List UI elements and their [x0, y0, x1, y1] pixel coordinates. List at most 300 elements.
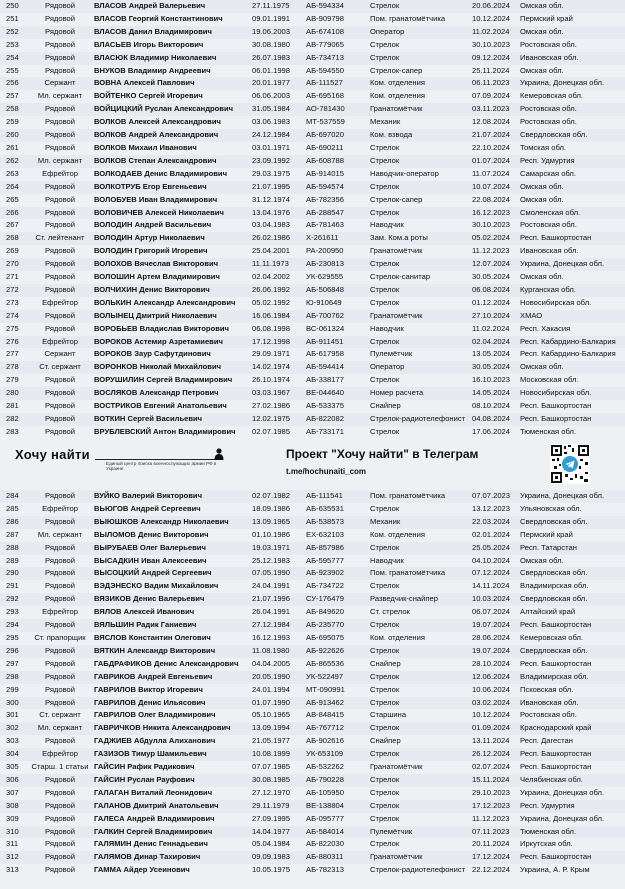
birth-date-cell: 10.05.1975	[252, 865, 291, 875]
rank-cell: Рядовой	[45, 594, 75, 604]
table-row	[0, 774, 625, 787]
full-name-cell: ВОЛКОВ Михаил Иванович	[94, 142, 197, 152]
birth-date-cell: 02.07.1982	[252, 491, 291, 500]
position-cell: Стрелок	[370, 336, 400, 346]
record-number: 254	[6, 52, 19, 62]
rank-cell: Рядовой	[45, 491, 75, 500]
birth-date-cell: 29.03.1975	[252, 168, 291, 178]
record-number: 289	[6, 555, 19, 565]
full-name-cell: ГАВРИЛОВ Денис Ильясович	[94, 697, 206, 707]
birth-date-cell: 12.02.1975	[252, 414, 291, 423]
table-row	[0, 387, 625, 400]
rank-cell: Ефрейтор	[42, 607, 78, 617]
birth-date-cell: 14.02.1974	[252, 362, 291, 372]
region-cell: Челябинская обл.	[520, 774, 583, 784]
position-cell: Стрелок	[370, 426, 400, 436]
birth-date-cell: 03.03.1967	[252, 388, 291, 398]
region-cell: Украина, Донецкая обл.	[520, 491, 605, 500]
record-number: 292	[6, 594, 19, 604]
token-number-cell: АБ-338177	[306, 375, 344, 385]
birth-date-cell: 06.08.1998	[252, 323, 291, 333]
full-name-cell: ВОЛКОВ Алексей Александрович	[94, 117, 221, 127]
death-date-cell: 30.05.2024	[472, 362, 511, 372]
position-cell: Ком. отделения	[370, 529, 425, 539]
death-date-cell: 22.08.2024	[472, 194, 511, 204]
record-number: 288	[6, 542, 19, 552]
death-date-cell: 22.12.2024	[472, 865, 511, 875]
region-cell: Украина, А. Р. Крым	[520, 865, 590, 875]
rank-cell: Ст. лейтенант	[35, 233, 85, 243]
region-cell: Ростовская обл.	[520, 710, 577, 720]
region-cell: Украина, Донецкая обл.	[520, 78, 605, 88]
token-number-cell: РА-200950	[306, 246, 344, 256]
region-cell: Псковская обл.	[520, 684, 574, 694]
rank-cell: Рядовой	[45, 323, 75, 333]
full-name-cell: ВЯСЛОВ Константин Олегович	[94, 632, 211, 642]
position-cell: Стрелок	[370, 697, 400, 707]
region-cell: Владимирская обл.	[520, 581, 589, 591]
table-row	[0, 813, 625, 826]
full-name-cell: ВОЙТЕНКО Сергей Игоревич	[94, 91, 203, 101]
rank-cell: Рядовой	[45, 194, 75, 204]
rank-cell: Мл. сержант	[37, 155, 83, 165]
full-name-cell: ГАЙСИН Руслан Рауфович	[94, 774, 195, 784]
record-number: 297	[6, 658, 19, 668]
table-row	[0, 658, 625, 671]
position-cell: Снайпер	[370, 401, 401, 411]
table-row	[0, 65, 625, 78]
position-cell: Гранатомётчик	[370, 104, 423, 114]
record-number: 294	[6, 620, 19, 630]
region-cell: Ивановская обл.	[520, 697, 579, 707]
death-date-cell: 13.12.2023	[472, 503, 511, 513]
rank-cell: Рядовой	[45, 555, 75, 565]
table-row	[0, 168, 625, 181]
birth-date-cell: 06.01.1998	[252, 65, 291, 75]
record-number: 275	[6, 323, 19, 333]
token-number-cell: АБ-857986	[306, 542, 344, 552]
rank-cell: Рядовой	[45, 568, 75, 578]
record-number: 308	[6, 800, 19, 810]
record-number: 260	[6, 130, 19, 140]
region-cell: Ростовская обл.	[520, 220, 577, 230]
token-number-cell: АБ-595777	[306, 555, 344, 565]
record-number: 306	[6, 774, 19, 784]
birth-date-cell: 05.04.1984	[252, 839, 291, 849]
full-name-cell: ГАБДРАФИКОВ Денис Александрович	[94, 658, 239, 668]
telegram-link[interactable]: t.me/hochunaiti_com	[286, 467, 367, 476]
rank-cell: Рядовой	[45, 1, 75, 10]
death-date-cell: 29.10.2023	[472, 787, 511, 797]
token-number-cell: АБ-695168	[306, 91, 344, 101]
full-name-cell: ВОРУШИЛИН Сергей Владимирович	[94, 375, 233, 385]
full-name-cell: ГАДЖИЕВ Абдулла Алиханович	[94, 736, 216, 746]
position-cell: Ком. отделения	[370, 632, 425, 642]
birth-date-cell: 31.12.1974	[252, 194, 291, 204]
region-cell: Алтайский край	[520, 607, 576, 617]
record-number: 280	[6, 388, 19, 398]
table-row	[0, 39, 625, 52]
death-date-cell: 20.11.2024	[472, 839, 510, 849]
position-cell: Оператор	[370, 362, 405, 372]
birth-date-cell: 17.12.1998	[252, 336, 291, 346]
token-number-cell: АБ-111527	[306, 78, 343, 88]
records-table-bottom	[0, 490, 625, 877]
position-cell: Стрелок	[370, 684, 400, 694]
rank-cell: Рядовой	[45, 388, 75, 398]
record-number: 276	[6, 336, 19, 346]
token-number-cell: АБ-095777	[306, 813, 344, 823]
full-name-cell: ВЛАСОВ Данил Владимирович	[94, 26, 212, 36]
table-row	[0, 632, 625, 645]
region-cell: Респ. Башкортостан	[520, 620, 592, 630]
rank-cell: Рядовой	[45, 39, 75, 49]
death-date-cell: 06.08.2024	[472, 284, 511, 294]
region-cell: Омская обл.	[520, 194, 564, 204]
death-date-cell: 12.08.2024	[472, 117, 511, 127]
birth-date-cell: 06.06.2003	[252, 91, 291, 101]
rank-cell: Ст. прапорщик	[34, 632, 86, 642]
region-cell: Кемеровская обл.	[520, 632, 583, 642]
death-date-cell: 28.06.2024	[472, 632, 511, 642]
rank-cell: Рядовой	[45, 130, 75, 140]
record-number: 252	[6, 26, 19, 36]
region-cell: Омская обл.	[520, 272, 564, 282]
full-name-cell: ГАЛЕСА Андрей Владимирович	[94, 813, 215, 823]
record-number: 291	[6, 581, 19, 591]
record-number: 290	[6, 568, 19, 578]
region-cell: Омская обл.	[520, 181, 564, 191]
record-number: 268	[6, 233, 19, 243]
region-cell: Респ. Татарстан	[520, 542, 577, 552]
position-cell: Пом. гранатомётчика	[370, 13, 446, 23]
full-name-cell: ГАЛАГАН Виталий Леонидович	[94, 787, 213, 797]
position-cell: Стрелок-санитар	[370, 272, 431, 282]
death-date-cell: 30.10.2023	[472, 220, 511, 230]
table-row	[0, 722, 625, 735]
record-number: 311	[6, 839, 19, 849]
rank-cell: Сержант	[44, 349, 76, 359]
rank-cell: Рядовой	[45, 284, 75, 294]
region-cell: Свердловская обл.	[520, 516, 588, 526]
birth-date-cell: 27.09.1995	[252, 813, 291, 823]
record-number: 265	[6, 194, 19, 204]
rank-cell: Ефрейтор	[42, 297, 78, 307]
full-name-cell: ГАЙСИН Рафик Радикович	[94, 762, 195, 772]
death-date-cell: 21.07.2024	[472, 130, 511, 140]
position-cell: Пом. гранатомётчика	[370, 568, 446, 578]
token-number-cell: АБ-695075	[306, 632, 344, 642]
birth-date-cell: 05.02.1992	[252, 297, 291, 307]
position-cell: Стрелок-радиотелефонист	[370, 414, 466, 423]
full-name-cell: ВОЛКОДАЕВ Денис Владимирович	[94, 168, 227, 178]
region-cell: Новосибирская обл.	[520, 297, 592, 307]
record-number: 253	[6, 39, 19, 49]
region-cell: ХМАО	[520, 310, 543, 320]
birth-date-cell: 04.04.2005	[252, 658, 291, 668]
birth-date-cell: 05.10.1965	[252, 710, 291, 720]
full-name-cell: ВОЛЧИХИН Денис Викторович	[94, 284, 210, 294]
rank-cell: Рядовой	[45, 787, 75, 797]
record-number: 279	[6, 375, 19, 385]
table-row	[0, 0, 625, 13]
death-date-cell: 19.07.2024	[472, 645, 511, 655]
token-number-cell: АВ-909798	[306, 13, 344, 23]
full-name-cell: ВОЛОДИН Андрей Васильевич	[94, 220, 212, 230]
position-cell: Пулемётчик	[370, 826, 413, 836]
table-row	[0, 826, 625, 839]
birth-date-cell: 21.07.1996	[252, 594, 291, 604]
token-number-cell: АВ-779065	[306, 39, 344, 49]
full-name-cell: ВЛАСОВ Георгий Константинович	[94, 13, 223, 23]
position-cell: Стрелок	[370, 207, 400, 217]
birth-date-cell: 10.08.1999	[252, 749, 291, 759]
birth-date-cell: 20.05.1990	[252, 671, 291, 681]
birth-date-cell: 14.04.1977	[252, 826, 291, 836]
region-cell: Украина, Донецкая обл.	[520, 787, 605, 797]
birth-date-cell: 01.10.1986	[252, 529, 291, 539]
table-row	[0, 787, 625, 800]
full-name-cell: ВЫЛОМОВ Денис Викторович	[94, 529, 209, 539]
rank-cell: Рядовой	[45, 516, 75, 526]
rank-cell: Рядовой	[45, 865, 75, 875]
full-name-cell: ВЛАСОВ Андрей Валерьевич	[94, 1, 206, 10]
table-row	[0, 684, 625, 697]
full-name-cell: ВОРОКОВ Астемир Азретамиевич	[94, 336, 223, 346]
death-date-cell: 03.11.2023	[472, 104, 510, 114]
position-cell: Стрелок	[370, 581, 400, 591]
table-row	[0, 194, 625, 207]
record-number: 273	[6, 297, 19, 307]
region-cell: Респ. Башкортостан	[520, 401, 592, 411]
region-cell: Пермский край	[520, 529, 573, 539]
record-number: 312	[6, 852, 19, 862]
rank-cell: Рядовой	[45, 671, 75, 681]
table-row	[0, 413, 625, 426]
token-number-cell: АБ-532262	[306, 762, 344, 772]
record-number: 300	[6, 697, 19, 707]
full-name-cell: ГАВРИКОВ Андрей Евгеньевич	[94, 671, 213, 681]
position-cell: Снайпер	[370, 658, 401, 668]
full-name-cell: ВОЙЦИЦКИЙ Руслан Александрович	[94, 104, 234, 114]
death-date-cell: 10.12.2024	[472, 13, 511, 23]
record-number: 307	[6, 787, 19, 797]
death-date-cell: 07.11.2023	[472, 826, 510, 836]
full-name-cell: ВОЛОБУЕВ Иван Владимирович	[94, 194, 218, 204]
table-row	[0, 258, 625, 271]
region-cell: Омская обл.	[520, 362, 564, 372]
full-name-cell: ГАЛАНОВ Дмитрий Анатольевич	[94, 800, 219, 810]
birth-date-cell: 07.05.1990	[252, 568, 291, 578]
position-cell: Стрелок	[370, 813, 400, 823]
birth-date-cell: 26.06.1992	[252, 284, 291, 294]
table-row	[0, 103, 625, 116]
record-number: 269	[6, 246, 19, 256]
table-row	[0, 529, 625, 542]
birth-date-cell: 03.01.1971	[252, 142, 291, 152]
full-name-cell: ВУЙКО Валерий Викторович	[94, 491, 202, 500]
token-number-cell: АО-781430	[306, 104, 345, 114]
death-date-cell: 10.03.2024	[472, 594, 511, 604]
death-date-cell: 15.11.2024	[472, 774, 510, 784]
table-row	[0, 593, 625, 606]
region-cell: Тюменская обл.	[520, 426, 577, 436]
record-number: 293	[6, 607, 19, 617]
token-number-cell: УК-522497	[306, 671, 344, 681]
record-number: 301	[6, 710, 19, 720]
token-number-cell: АБ-584014	[306, 826, 344, 836]
region-cell: Краснодарский край	[520, 723, 592, 733]
token-number-cell: АБ-767712	[306, 723, 344, 733]
death-date-cell: 06.11.2023	[472, 78, 510, 88]
full-name-cell: ВЛАСЬЕВ Игорь Викторович	[94, 39, 204, 49]
table-row	[0, 77, 625, 90]
position-cell: Ком. отделения	[370, 78, 425, 88]
birth-date-cell: 26.04.1991	[252, 607, 291, 617]
position-cell: Стрелок	[370, 142, 400, 152]
rank-cell: Мл. сержант	[37, 529, 83, 539]
birth-date-cell: 01.07.1990	[252, 697, 291, 707]
table-row	[0, 400, 625, 413]
death-date-cell: 02.01.2024	[472, 529, 511, 539]
brand-title: Хочу найти	[15, 447, 90, 462]
region-cell: Ростовская обл.	[520, 104, 577, 114]
position-cell: Разведчик-снайпер	[370, 594, 438, 604]
full-name-cell: ВОСТРИКОВ Евгений Анатольевич	[94, 401, 227, 411]
region-cell: Ростовская обл.	[520, 117, 577, 127]
rank-cell: Рядовой	[45, 736, 75, 746]
region-cell: Респ. Удмуртия	[520, 800, 575, 810]
position-cell: Стрелок	[370, 620, 400, 630]
position-cell: Стрелок	[370, 787, 400, 797]
death-date-cell: 17.12.2024	[472, 852, 511, 862]
birth-date-cell: 16.06.1984	[252, 310, 291, 320]
death-date-cell: 22.10.2024	[472, 142, 511, 152]
token-number-cell: АБ-690211	[306, 142, 344, 152]
table-row	[0, 271, 625, 284]
token-number-cell: ЕХ-632103	[306, 529, 344, 539]
death-date-cell: 25.11.2024	[472, 65, 510, 75]
position-cell: Оператор	[370, 26, 405, 36]
region-cell: Украина, Донецкая обл.	[520, 813, 605, 823]
birth-date-cell: 20.01.1977	[252, 78, 291, 88]
rank-cell: Рядовой	[45, 839, 75, 849]
token-number-cell: АБ-822030	[306, 839, 344, 849]
full-name-cell: ГАЗИЗОВ Тимур Шамильевич	[94, 749, 207, 759]
region-cell: Ростовская обл.	[520, 39, 577, 49]
position-cell: Гранатомётчик	[370, 762, 423, 772]
position-cell: Стрелок	[370, 1, 400, 10]
token-number-cell: МТ-537559	[306, 117, 345, 127]
position-cell: Стрелок-сапер	[370, 194, 423, 204]
brand-subtitle: Единый центр поиска военнослужащих армии РФ в Украине	[106, 461, 217, 472]
region-cell: Респ. Кабардино-Балкария	[520, 336, 616, 346]
full-name-cell: ВЯЛЬШИН Радик Ганиевич	[94, 620, 197, 630]
full-name-cell: ВЫРУБАЕВ Олег Валерьевич	[94, 542, 206, 552]
table-row	[0, 207, 625, 220]
full-name-cell: ВЬЮГОВ Андрей Сергеевич	[94, 503, 201, 513]
region-cell: Свердловская обл.	[520, 130, 588, 140]
full-name-cell: ВОЛОХОВ Вячеслав Викторович	[94, 259, 219, 269]
token-number-cell: АБ-911451	[306, 336, 344, 346]
table-row	[0, 245, 625, 258]
birth-date-cell: 13.04.1976	[252, 207, 291, 217]
death-date-cell: 28.10.2024	[472, 658, 511, 668]
birth-date-cell: 11.08.1980	[252, 645, 290, 655]
birth-date-cell: 25.12.1983	[252, 555, 291, 565]
birth-date-cell: 29.09.1971	[252, 349, 291, 359]
table-row	[0, 284, 625, 297]
region-cell: Омская обл.	[520, 65, 564, 75]
birth-date-cell: 30.08.1985	[252, 774, 291, 784]
birth-date-cell: 27.12.1984	[252, 620, 291, 630]
birth-date-cell: 21.05.1977	[252, 736, 291, 746]
birth-date-cell: 27.12.1970	[252, 787, 291, 797]
rank-cell: Рядовой	[45, 401, 75, 411]
death-date-cell: 03.02.2024	[472, 697, 511, 707]
token-number-cell: АБ-594334	[306, 1, 344, 10]
death-date-cell: 16.10.2023	[472, 375, 511, 385]
table-row	[0, 838, 625, 851]
rank-cell: Рядовой	[45, 246, 75, 256]
position-cell: Стрелок	[370, 181, 400, 191]
table-row	[0, 323, 625, 336]
table-row	[0, 310, 625, 323]
death-date-cell: 20.06.2024	[472, 1, 511, 10]
death-date-cell: 30.05.2024	[472, 272, 511, 282]
table-row	[0, 761, 625, 774]
record-number: 284	[6, 491, 19, 500]
death-date-cell: 01.09.2024	[472, 723, 511, 733]
record-number: 255	[6, 65, 19, 75]
death-date-cell: 01.12.2024	[472, 297, 511, 307]
token-number-cell: АБ-849620	[306, 607, 344, 617]
death-date-cell: 12.07.2024	[472, 259, 511, 269]
record-number: 256	[6, 78, 19, 88]
death-date-cell: 09.12.2024	[472, 52, 511, 62]
birth-date-cell: 07.07.1985	[252, 762, 291, 772]
table-row	[0, 13, 625, 26]
token-number-cell: АБ-790228	[306, 774, 344, 784]
position-cell: Наводчик-оператор	[370, 168, 439, 178]
region-cell: Томская обл.	[520, 142, 566, 152]
full-name-cell: ВОЛЬКИН Александр Александрович	[94, 297, 236, 307]
birth-date-cell: 24.04.1991	[252, 581, 291, 591]
region-cell: Омская обл.	[520, 1, 564, 10]
record-number: 251	[6, 13, 19, 23]
brand-underline	[95, 459, 223, 460]
death-date-cell: 11.12.2023	[472, 813, 510, 823]
record-number: 266	[6, 207, 19, 217]
position-cell: Стрелок	[370, 774, 400, 784]
rank-cell: Рядовой	[45, 375, 75, 385]
full-name-cell: ГАВРИЛОВ Олег Владимирович	[94, 710, 216, 720]
token-number-cell: АБ-914015	[306, 168, 344, 178]
token-number-cell: АБ-781463	[306, 220, 344, 230]
rank-cell: Рядовой	[45, 426, 75, 436]
table-row	[0, 361, 625, 374]
rank-cell: Рядовой	[45, 207, 75, 217]
region-cell: Респ. Башкортостан	[520, 658, 592, 668]
rank-cell: Рядовой	[45, 117, 75, 127]
rank-cell: Рядовой	[45, 259, 75, 269]
token-number-cell: АБ-782356	[306, 194, 344, 204]
full-name-cell: ГАВРИЧКОВ Никита Александрович	[94, 723, 231, 733]
birth-date-cell: 29.11.1979	[252, 800, 290, 810]
token-number-cell: СУ-176479	[306, 594, 344, 604]
full-name-cell: ГАММА Айдер Усеинович	[94, 865, 190, 875]
token-number-cell: АБ-105950	[306, 787, 344, 797]
